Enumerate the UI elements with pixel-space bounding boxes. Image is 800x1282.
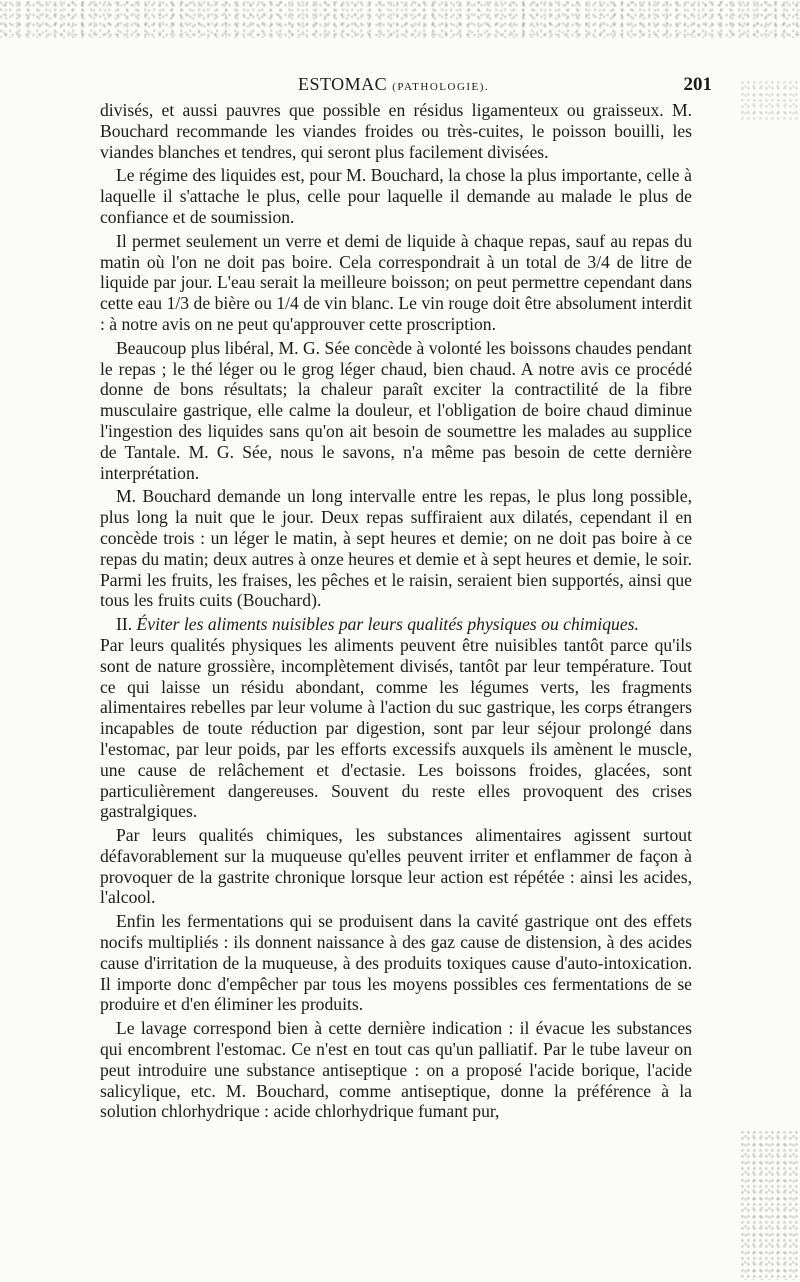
scan-noise-right — [740, 80, 800, 120]
paragraph: Enfin les fermentations qui se produisent dans la cavité gastrique ont des effets nocifs multipliés : ils donnent naissance à des gaz cause de distension, à des acides cause d'irritation de la muqueuse, à des produits toxiques cause d'auto-intoxication. Il importe donc d'empêcher par tous les moyens possibles ces fermentations de se produire et d'en éliminer les produits. — [100, 911, 692, 1015]
section-title: Éviter les aliments nuisibles par leurs qualités physiques ou chimiques. — [136, 614, 639, 635]
page-number: 201 — [683, 74, 712, 95]
running-head-title — [298, 74, 489, 95]
section-body: Par leurs qualités physiques les aliments peuvent être nuisibles tantôt parce qu'ils sont de nature grossière, incomplètement divisés, tantôt par leur température. Tout ce qui laisse un résidu abondant, comme les légumes verts, les fragments alimentaires rebelles par leur volume à l'action du suc gastrique, les corps étrangers incapables de toute réduction par digestion, sont par leur séjour prolongé dans l'estomac, par leur poids, par les efforts excessifs auxquels ils amènent le muscle, une cause de relâchement et d'ectasie. Les boissons froides, glacées, sont particulièrement dangereuses. Souvent du reste elles provoquent des crises gastralgiques. — [100, 634, 692, 822]
running-header — [100, 74, 712, 100]
paragraph: divisés, et aussi pauvres que possible en résidus ligamenteux ou graisseux. M. Bouchard recommande les viandes froides ou très-cuites, le poisson bouilli, les viandes blanches et tendres, qui seront plus facilement divisées. — [100, 100, 692, 162]
paragraph: Le régime des liquides est, pour M. Bouchard, la chose la plus importante, celle à laquelle il s'attache le plus, celle pour laquelle il demande au malade le plus de confiance et de soumission. — [100, 165, 692, 227]
section-heading — [100, 614, 692, 822]
scan-noise-top — [0, 0, 800, 38]
paragraph: Par leurs qualités chimiques, les substances alimentaires agissent surtout défavorablement sur la muqueuse qu'elles peuvent irriter et enflammer de façon à provoquer de la gastrite chronique lorsque leur action est répétée : ainsi les acides, l'alcool. — [100, 825, 692, 908]
paragraph: M. Bouchard demande un long intervalle entre les repas, le plus long possible, plus long la nuit que le jour. Deux repas suffiraient aux dilatés, cependant il en concède trois : un léger le matin, à sept heures et demie; on ne doit pas boire à ce repas du matin; deux autres à onze heures et demie et à sept heures et demie, le soir. Parmi les fruits, les fraises, les pêches et le raisin, seraient bien supportés, ainsi que tous les fruits cuits (Bouchard). — [100, 486, 692, 611]
body-text — [100, 100, 692, 1122]
header-title: ESTOMAC — [298, 74, 388, 94]
scan-noise-right-bottom — [740, 1130, 800, 1280]
paragraph: Beaucoup plus libéral, M. G. Sée concède à volonté les boissons chaudes pendant le repas ; le thé léger ou le grog léger chaud, bien chaud. A notre avis ce procédé donne de bons résultats; la chaleur paraît exciter la contractilité de la fibre musculaire gastrique, elle calme la douleur, et l'obligation de boire chaud diminue l'ingestion des liquides sans qu'on ait besoin de soumettre les malades au supplice de Tantale. M. G. Sée, nous le savons, n'a même pas besoin de cette dernière interprétation. — [100, 337, 692, 483]
paragraph: Le lavage correspond bien à cette dernière indication : il évacue les substances qui encombrent l'estomac. Ce n'est en tout cas qu'un palliatif. Par le tube laveur on peut introduire une substance antiseptique : on a proposé l'acide borique, l'acide salicylique, etc. M. Bouchard, comme antiseptique, donne la préférence à la solution chlorhydrique : acide chlorhydrique fumant pur, — [100, 1018, 692, 1122]
header-subtitle: (PATHOLOGIE). — [392, 81, 490, 93]
paragraph: Il permet seulement un verre et demi de liquide à chaque repas, sauf au repas du matin où l'on ne doit pas boire. Cela correspondrait à un total de 3/4 de litre de liquide par jour. L'eau serait la meilleure boisson; on peut permettre cependant dans cette eau 1/3 de bière ou 1/4 de vin blanc. Le vin rouge doit être absolument interdit : à notre avis on ne peut qu'approuver cette proscription. — [100, 230, 692, 334]
section-number: II. — [116, 614, 133, 635]
